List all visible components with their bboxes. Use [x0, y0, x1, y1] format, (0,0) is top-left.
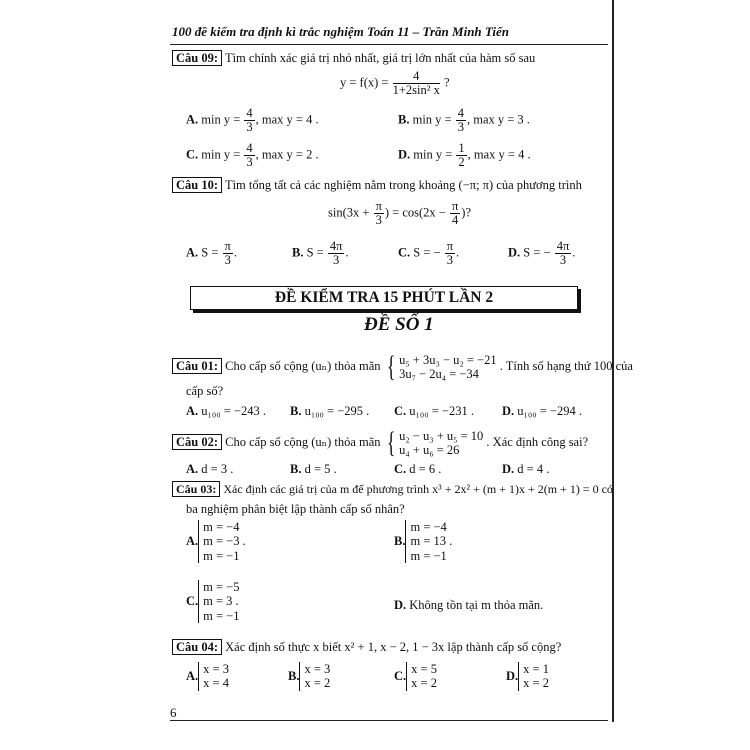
section-subtitle: ĐỀ SỐ 1 — [364, 314, 434, 335]
question-04: Câu 04: Xác định số thực x biết x² + 1, x − 2, 1 − 3x lập thành cấp số cộng? — [172, 640, 561, 655]
option-c: C. x = 5 x = 2 — [394, 662, 437, 691]
option-a: A. min y = $\frac{4}{3}$ , max y = 4 . — [186, 106, 319, 135]
option-a: A. m = −4 m = −3 . m = −1 — [186, 520, 246, 563]
question-03-cont: ba nghiệm phân biệt lập thành cấp số nhân? — [186, 502, 405, 516]
option-b: B. d = 5 . — [290, 462, 337, 476]
question-09-text: Tìm chính xác giá trị nhỏ nhất, giá trị lớn nhất của hàm số sau — [224, 51, 536, 65]
option-c: C. d = 6 . — [394, 462, 442, 476]
question-09-formula: y = f(x) = $\frac{4}{\text{1+2sin² x}}$ ? — [340, 69, 450, 98]
question-01-cont: cấp số? — [186, 384, 224, 398]
option-d: D. d = 4 . — [502, 462, 550, 476]
question-10-text: Tìm tổng tất cả các nghiệm nằm trong khoảng (−π; π) của phương trình — [224, 178, 582, 192]
section-title: ĐỀ KIỂM TRA 15 PHÚT LẦN 2 — [274, 289, 494, 306]
option-b: B. S = $\frac{4\pi}{3}$ . — [292, 239, 349, 268]
header-rule — [170, 44, 608, 45]
solution-set: m = −5 m = 3 . m = −1 — [198, 580, 239, 623]
option-b: B. u₁₀₀ = −295 . — [290, 404, 370, 418]
question-03: Câu 03: Xác định các giá trị của m để phương trình x³ + 2x² + (m + 1)x + 2(m + 1) = 0 có — [172, 482, 613, 496]
fraction: $\frac{4}{\text{1+2sin² x}}$ — [392, 69, 440, 98]
option-a: A. x = 3 x = 4 — [186, 662, 229, 691]
question-01: Câu 01: Cho cấp số cộng (uₙ) thỏa mãn { u₅ + 3u₃ − u₂ = −21 3u₇ − 2u₄ = −34 . Tính số hạng thứ 100 của — [172, 352, 633, 382]
option-d: D. S = − $\frac{4\pi}{3}$ . — [508, 239, 576, 268]
option-d: D. min y = $\frac{1}{2}$ , max y = 4 . — [398, 141, 531, 170]
equation-system: u₅ + 3u₃ − u₂ = −21 3u₇ − 2u₄ = −34 — [399, 352, 497, 381]
question-03-label: Câu 03: — [172, 481, 220, 497]
equation-system: u₂ − u₃ + u₅ = 10 u₄ + u₆ = 26 — [399, 428, 484, 457]
page-header: 100 đề kiểm tra định kì trắc nghiệm Toán 11 – Trần Minh Tiến — [172, 24, 509, 39]
question-10 — [172, 178, 582, 193]
option-b: B. x = 3 x = 2 — [288, 662, 331, 691]
solution-set: m = −4 m = −3 . m = −1 — [198, 520, 246, 563]
question-10-equation: sin(3x + $\frac{\pi}{3}$ ) = cos(2x − $\frac{\pi}{4}$ )? — [328, 199, 471, 228]
question-10-label: Câu 10: — [172, 177, 222, 193]
question-04-label: Câu 04: — [172, 639, 222, 655]
option-c: C. u₁₀₀ = −231 . — [394, 404, 474, 418]
question-01-label: Câu 01: — [172, 358, 222, 374]
footer-rule — [170, 720, 608, 721]
solution-set: m = −4 m = 13 . m = −1 — [405, 520, 452, 563]
option-c: C. m = −5 m = 3 . m = −1 — [186, 580, 240, 623]
option-b: B. m = −4 m = 13 . m = −1 — [394, 520, 453, 563]
option-a: A. S = $\frac{\pi}{3}$ . — [186, 239, 237, 268]
option-c: C. min y = $\frac{4}{3}$ , max y = 2 . — [186, 141, 319, 170]
option-b: B. min y = $\frac{4}{3}$ , max y = 3 . — [398, 106, 530, 135]
option-d: D. x = 1 x = 2 — [506, 662, 549, 691]
option-c: C. S = − $\frac{\pi}{3}$ . — [398, 239, 460, 268]
question-02-label: Câu 02: — [172, 434, 222, 450]
question-09 — [172, 51, 535, 66]
option-d: D. u₁₀₀ = −294 . — [502, 404, 582, 418]
question-09-label: Câu 09: — [172, 50, 222, 66]
option-d: D. Không tồn tại m thỏa mãn. — [394, 598, 544, 612]
option-a: A. u₁₀₀ = −243 . — [186, 404, 266, 418]
page-number: 6 — [170, 705, 177, 720]
section-title-box — [190, 286, 578, 310]
question-02: Câu 02: Cho cấp số cộng (uₙ) thỏa mãn { u₂ − u₃ + u₅ = 10 u₄ + u₆ = 26 . Xác định công sai? — [172, 428, 588, 458]
option-a: A. d = 3 . — [186, 462, 234, 476]
